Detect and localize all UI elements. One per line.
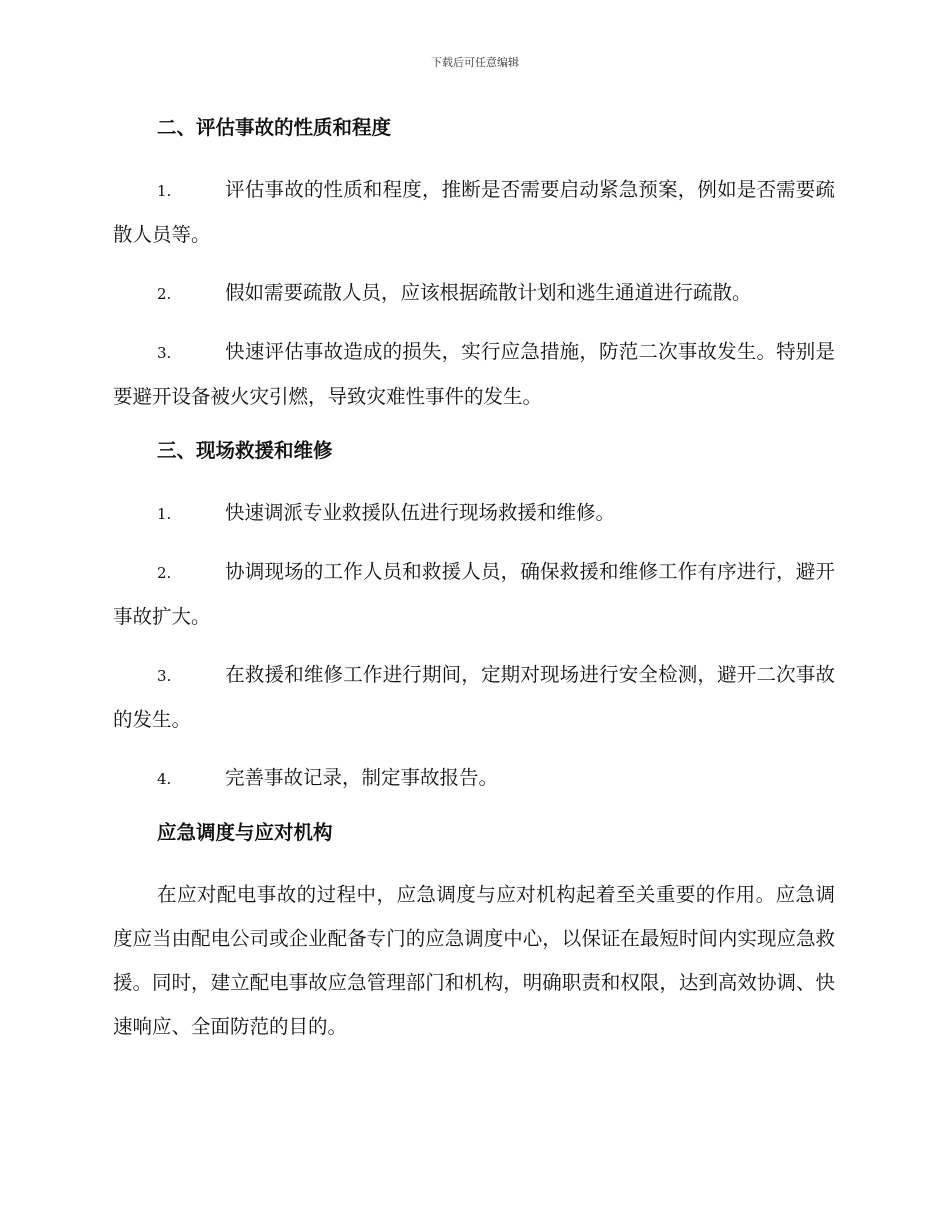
list-item <box>113 330 835 419</box>
section-heading-assess: 二、评估事故的性质和程度 <box>157 116 392 139</box>
list-number: 1. <box>157 505 172 523</box>
list-text: 完善事故记录，制定事故报告。 <box>225 766 499 789</box>
list-text: 快速评估事故造成的损失，实行应急措施，防范二次事故发生。特别是要避开设备被火灾引燃，导致灾难性事件的发生。 <box>113 340 835 408</box>
list-item <box>113 550 835 639</box>
section-heading-rescue: 三、现场救援和维修 <box>157 439 333 462</box>
list-item <box>113 491 835 536</box>
list-item <box>113 271 835 316</box>
list-text: 评估事故的性质和程度，推断是否需要启动紧急预案，例如是否需要疏散人员等。 <box>113 178 835 246</box>
list-number: 3. <box>157 667 172 685</box>
list-number: 3. <box>157 344 172 362</box>
body-paragraph: 在应对配电事故的过程中，应急调度与应对机构起着至关重要的作用。应急调度应当由配电公司或企业配备专门的应急调度中心，以保证在最短时间内实现应急救援。同时，建立配电事故应急管理部门和机构，明确职责和权限，达到高效协调、快速响应、全面防范的目的。 <box>113 883 835 1038</box>
list-item <box>113 168 835 257</box>
section-heading-dispatch: 应急调度与应对机构 <box>157 821 333 844</box>
list-text: 快速调派专业救援队伍进行现场救援和维修。 <box>225 501 616 524</box>
document-body <box>113 110 835 1049</box>
list-item <box>113 653 835 742</box>
list-text: 假如需要疏散人员，应该根据疏散计划和逃生通道进行疏散。 <box>225 281 752 304</box>
list-item <box>113 756 835 801</box>
list-text: 协调现场的工作人员和救援人员，确保救援和维修工作有序进行，避开事故扩大。 <box>113 560 835 628</box>
list-number: 1. <box>157 182 172 200</box>
list-text: 在救援和维修工作进行期间，定期对现场进行安全检测，避开二次事故的发生。 <box>113 663 835 731</box>
list-number: 2. <box>157 564 172 582</box>
list-number: 4. <box>157 770 172 788</box>
list-number: 2. <box>157 285 172 303</box>
header-note: 下载后可任意编辑 <box>431 56 519 69</box>
